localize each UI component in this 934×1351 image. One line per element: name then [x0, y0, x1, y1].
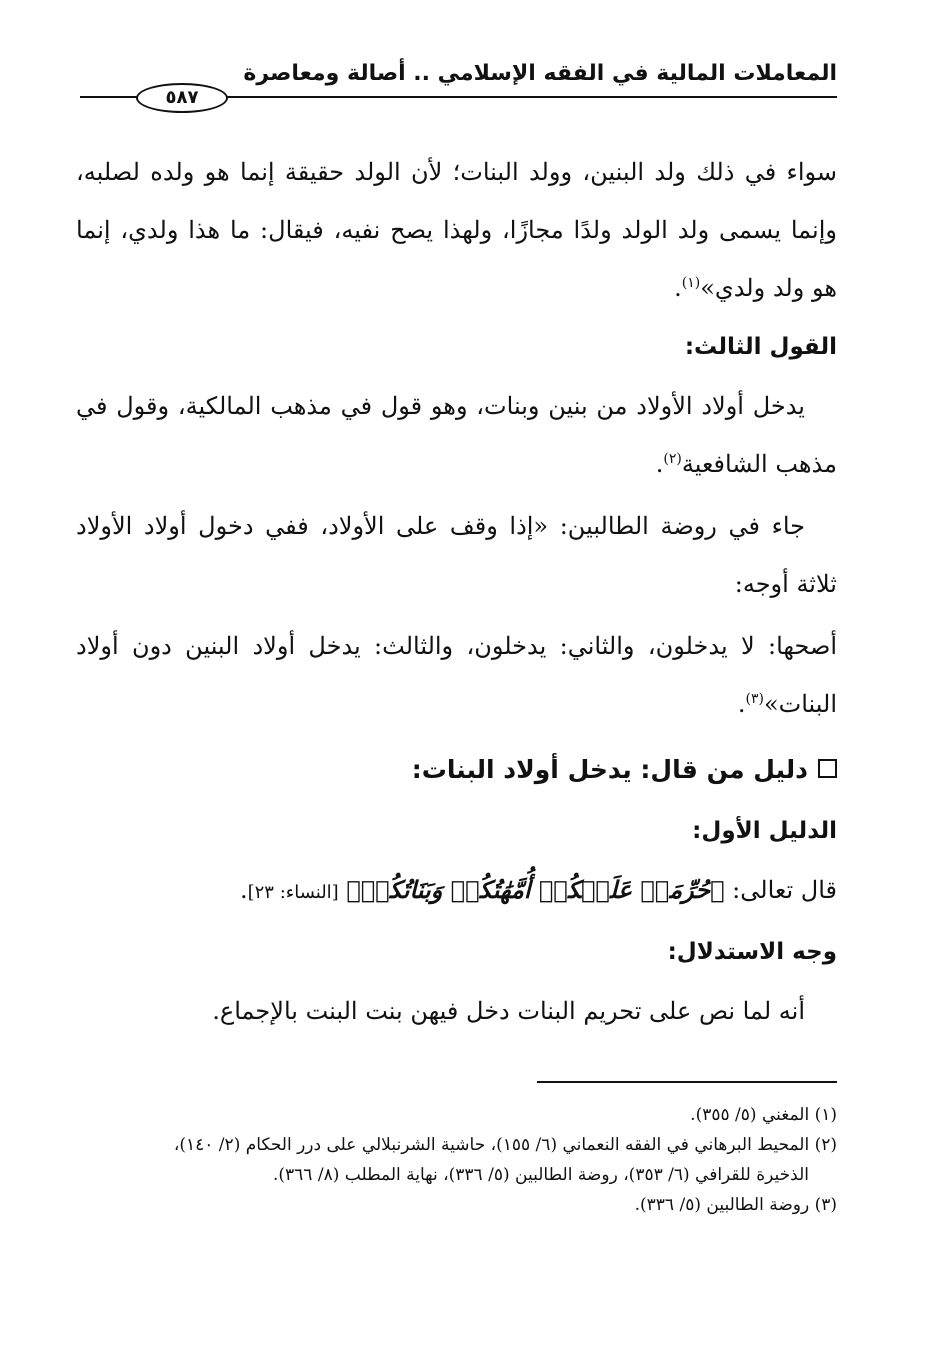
paragraph-text: سواء في ذلك ولد البنين، وولد البنات؛ لأن الولد حقيقة إنما هو ولده لصلبه، وإنما يسمى ولد الولد ولدًا مجازًا، ولهذا يصح نفيه، فيقال: ما هذا ولدي، إنما هو ولد ولدي» — [76, 158, 837, 302]
section-title: دليل من قال: يدخل أولاد البنات: — [411, 755, 808, 784]
paragraph-inference: أنه لما نص على تحريم البنات دخل فيهن بنت البنت بالإجماع. — [212, 997, 805, 1025]
quran-verse: ﴿حُرِّمَتۡ عَلَيۡكُمۡ أُمَّهَٰتُكُمۡ وَبَنَاتُكُمۡ﴾ — [346, 875, 725, 904]
running-header — [80, 54, 837, 108]
footnote-item: (٣) روضة الطالبين (٥/ ٣٣٦). — [634, 1195, 837, 1215]
verse-intro: قال تعالى: — [732, 876, 837, 904]
heading-first-proof: الدليل الأول: — [692, 818, 837, 844]
footnote-marker: (٣) — [745, 691, 764, 707]
heading-third-opinion: القول الثالث: — [684, 334, 837, 360]
paragraph-third-opinion: يدخل أولاد الأولاد من بنين وبنات، وهو قول في مذهب المالكية، وقول في مذهب الشافعية$^{(٢)}$. — [76, 392, 837, 478]
footnote-marker: (٢) — [663, 451, 682, 467]
footnote-marker: (١) — [681, 275, 701, 291]
heading-inference: وجه الاستدلال: — [667, 939, 837, 965]
body-text — [76, 143, 837, 1040]
section-heading — [76, 739, 837, 801]
paragraph-text: يدخل أولاد الأولاد من بنين وبنات، وهو قول في مذهب المالكية، وقول في مذهب الشافعية — [76, 392, 837, 478]
book-title: المعاملات المالية في الفقه الإسلامي .. أصالة ومعاصرة — [243, 61, 837, 86]
square-bullet-icon — [818, 759, 837, 778]
paragraph-verse: قال تعالى: ﴿حُرِّمَتۡ عَلَيۡكُمۡ أُمَّهَٰتُكُمۡ وَبَنَاتُكُمۡ﴾ [النساء: ٢٣]. — [239, 875, 837, 904]
footnotes — [80, 1100, 837, 1220]
footnote-item: (١) المغني (٥/ ٣٥٥). — [690, 1105, 837, 1125]
page-number: ٥٨٧ — [136, 83, 228, 113]
paragraph-rawdat-quote: جاء في روضة الطالبين: «إذا وقف على الأولاد، ففي دخول أولاد الأولاد ثلاثة أوجه: — [76, 512, 837, 598]
paragraph-text: أصحها: لا يدخلون، والثاني: يدخلون، والثالث: يدخل أولاد البنين دون أولاد البنات» — [76, 632, 837, 718]
footnote-rule — [537, 1081, 837, 1083]
paragraph-three-views: أصحها: لا يدخلون، والثاني: يدخلون، والثالث: يدخل أولاد البنين دون أولاد البنات»$^{(٣)}$. — [76, 632, 837, 718]
footnote-continuation: الذخيرة للقرافي (٦/ ٣٥٣)، روضة الطالبين (٥/ ٣٣٦)، نهاية المطلب (٨/ ٣٦٦). — [272, 1165, 809, 1185]
paragraph-quote-end: سواء في ذلك ولد البنين، وولد البنات؛ لأن الولد حقيقة إنما هو ولده لصلبه، وإنما يسمى ولد الولد ولدًا مجازًا، ولهذا يصح نفيه، فيقال: ما هذا ولدي، إنما هو ولد ولدي»$^{(١)}$. — [76, 158, 837, 302]
verse-reference: [النساء: ٢٣] — [247, 882, 339, 903]
footnote-item: (٢) المحيط البرهاني في الفقه النعماني (٦/ ١٥٥)، حاشية الشرنبلالي على درر الحكام (٢/ ١٤٠)، — [173, 1135, 837, 1155]
